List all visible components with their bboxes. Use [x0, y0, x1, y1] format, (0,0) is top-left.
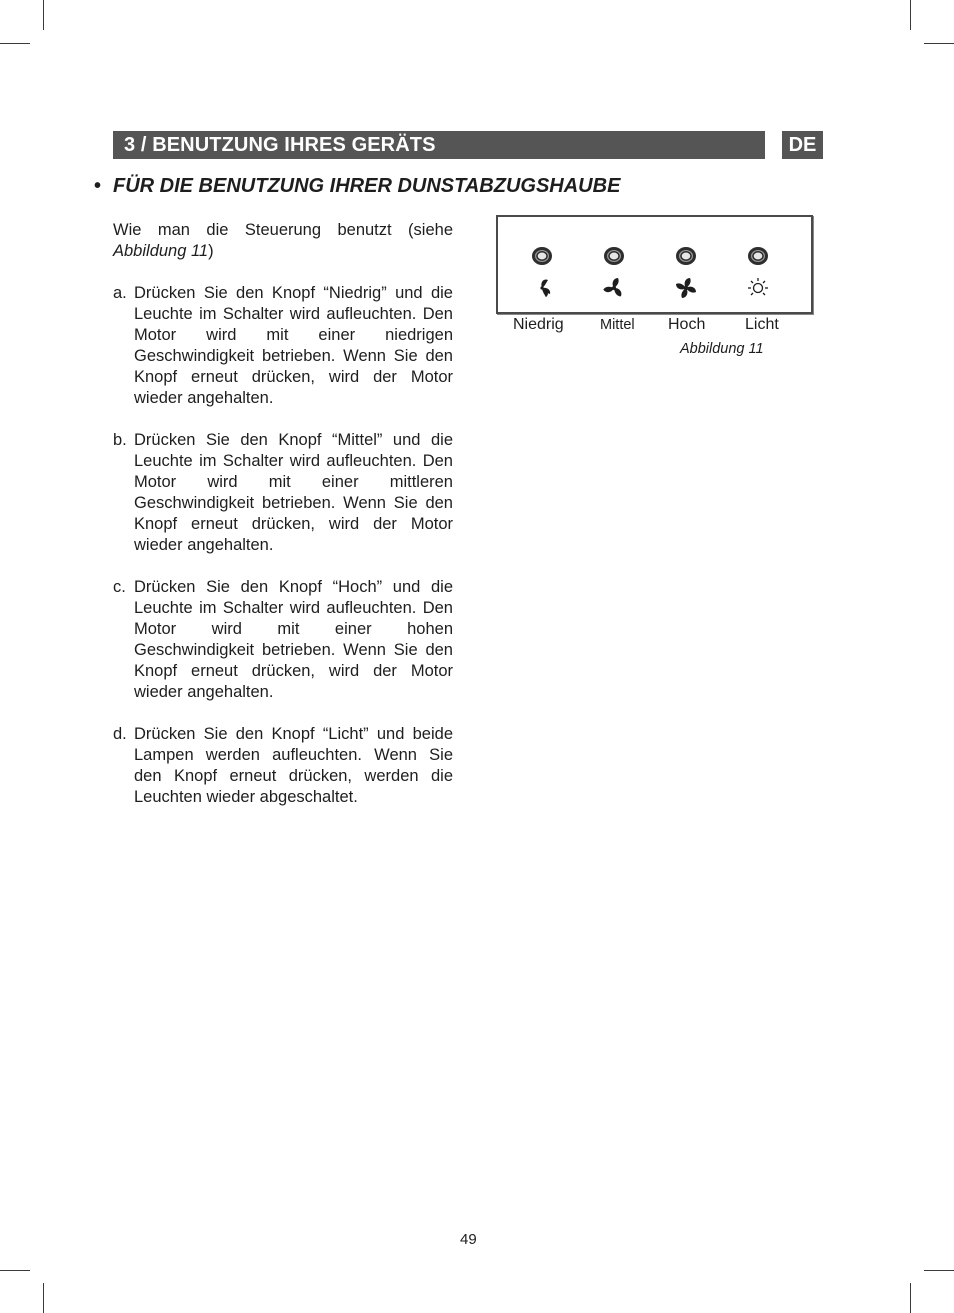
- subheading-text: FÜR DIE BENUTZUNG IHRER DUNSTABZUGSHAUBE: [113, 175, 621, 197]
- panel-label-licht: Licht: [745, 316, 779, 333]
- item-letter: d.: [113, 725, 127, 743]
- item-letter: b.: [113, 431, 127, 449]
- instructions-column: [113, 220, 453, 829]
- button-knob-icon: [603, 246, 625, 266]
- item-text: Drücken Sie den Knopf “Licht” und beide Lampen werden aufleuchten. Wenn Sie den Knopf erneut drücken, werden die Leuchten wieder abgeschaltet.: [134, 725, 453, 806]
- item-letter: c.: [113, 578, 126, 596]
- item-text: Drücken Sie den Knopf “Niedrig” und die Leuchte im Schalter wird aufleuchten. Den Motor wird mit einer niedrigen Geschwindigkeit betrieben. Wenn Sie den Knopf erneut drücken, wird der Motor wieder angehalten.: [134, 284, 453, 407]
- item-text: Drücken Sie den Knopf “Mittel” und die Leuchte im Schalter wird aufleuchten. Den Motor wird mit einer mittleren Geschwindigkeit betrieben. Wenn Sie den Knopf erneut drücken, wird der Motor wieder angehalten.: [134, 431, 453, 554]
- intro-close: ): [208, 242, 214, 260]
- crop-mark: [924, 1270, 954, 1271]
- bullet-icon: •: [94, 175, 102, 197]
- crop-mark: [910, 0, 911, 30]
- figure-reference: Abbildung 11: [113, 242, 209, 260]
- fan-medium-icon: [603, 277, 625, 299]
- fan-high-icon: [675, 277, 697, 299]
- intro-paragraph: [113, 220, 453, 262]
- instruction-item: [113, 577, 453, 703]
- panel-label-mittel: Mittel: [600, 317, 635, 333]
- item-letter: a.: [113, 284, 127, 302]
- subheading: [94, 175, 620, 198]
- intro-text: Wie man die Steuerung benutzt (siehe: [113, 221, 453, 239]
- crop-mark: [43, 1283, 44, 1313]
- button-knob-icon: [747, 246, 769, 266]
- language-badge: DE: [782, 131, 823, 159]
- crop-mark: [43, 0, 44, 30]
- instruction-item: [113, 283, 453, 409]
- fan-low-icon: [531, 277, 553, 299]
- item-text: Drücken Sie den Knopf “Hoch” und die Leuchte im Schalter wird aufleuchten. Den Motor wird mit einer hohen Geschwindigkeit betrieben. Wenn Sie den Knopf erneut drücken, wird der Motor wieder angehalten.: [134, 578, 453, 701]
- crop-mark: [0, 43, 30, 44]
- button-knob-icon: [675, 246, 697, 266]
- instruction-item: [113, 430, 453, 556]
- control-panel-figure: [496, 215, 813, 314]
- crop-mark: [924, 43, 954, 44]
- figure-caption: Abbildung 11: [680, 341, 764, 357]
- panel-label-niedrig: Niedrig: [513, 316, 564, 333]
- section-header-bar: [113, 131, 765, 159]
- crop-mark: [0, 1270, 30, 1271]
- panel-label-hoch: Hoch: [668, 316, 706, 333]
- button-knob-icon: [531, 246, 553, 266]
- crop-mark: [910, 1283, 911, 1313]
- page-number: 49: [460, 1231, 477, 1248]
- instruction-item: [113, 724, 453, 808]
- light-bulb-icon: [747, 277, 769, 299]
- section-title: 3 / BENUTZUNG IHRES GERÄTS: [124, 134, 436, 156]
